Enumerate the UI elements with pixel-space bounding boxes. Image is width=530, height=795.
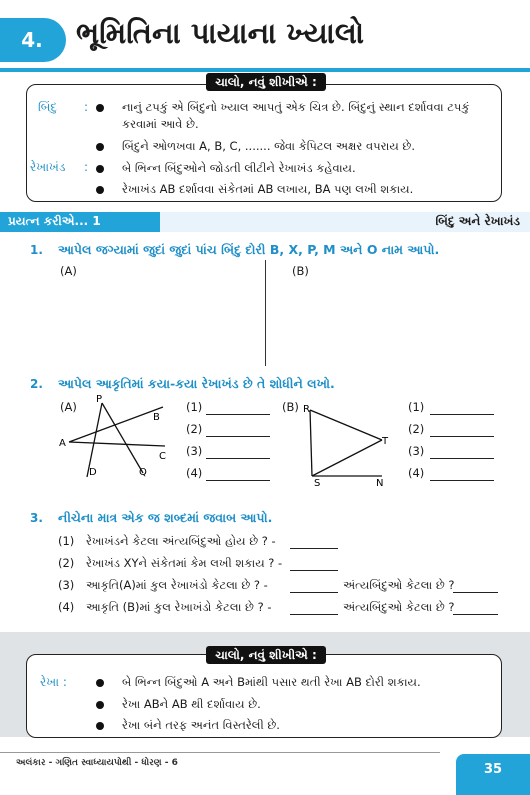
- q1-divider: [265, 260, 266, 366]
- segment-rs: [310, 410, 312, 476]
- q3-number: 3.: [30, 511, 43, 525]
- rekhakhand-label: રેખાખંડ: [30, 160, 66, 174]
- answer-blank[interactable]: [206, 457, 270, 459]
- rekha-text-2: રેખા ABને AB થી દર્શાવાય છે.: [122, 697, 261, 711]
- footer-rule: [0, 752, 440, 753]
- q3-item-2-text: રેખાખંડ XYને સંકેતમાં કેમ લખી શકાય ? -: [86, 556, 283, 570]
- blank-number: (3): [408, 444, 425, 458]
- q3-item-4-num: (4): [58, 600, 75, 614]
- answer-blank[interactable]: [290, 591, 338, 593]
- answer-blank[interactable]: [453, 613, 498, 615]
- bullet: [96, 701, 104, 709]
- bindu-text-1b: કરવામાં આવે છે.: [122, 117, 199, 131]
- blank-number: (1): [186, 400, 203, 414]
- q3-item-3-text: આકૃતિ(A)માં કુલ રેખાખંડો કેટલા છે ? -: [86, 578, 268, 592]
- answer-blank[interactable]: [206, 413, 270, 415]
- q1-label-a: (A): [60, 264, 77, 278]
- point-r: R: [303, 404, 310, 415]
- bullet: [96, 679, 104, 687]
- answer-blank[interactable]: [430, 413, 494, 415]
- learn-pill-2: ચાલો, નવું શીખીએ :: [206, 646, 326, 664]
- rekhakhand-text-2: રેખાખંડ AB દર્શાવવા સંકેતમાં AB લખાય, BA પણ લખી શકાય.: [122, 182, 414, 196]
- q2-number: 2.: [30, 377, 43, 391]
- point-a: A: [59, 438, 66, 449]
- answer-blank[interactable]: [430, 435, 494, 437]
- learn-pill-1: ચાલો, નવું શીખીએ :: [206, 73, 326, 91]
- point-t: T: [382, 436, 389, 447]
- segment-rt: [310, 410, 382, 440]
- answer-blank[interactable]: [453, 591, 498, 593]
- segment-pd: [87, 403, 102, 477]
- point-p: P: [96, 395, 103, 405]
- bullet: [96, 165, 104, 173]
- practice-topic: બિંદુ અને રેખાખંડ: [435, 214, 520, 228]
- answer-blank[interactable]: [206, 435, 270, 437]
- q3-item-4-text2: અંત્યબિંદુઓ કેટલા છે ?: [343, 600, 455, 614]
- rekha-label: રેખા :: [40, 675, 67, 689]
- blank-number: (3): [186, 444, 203, 458]
- bullet: [96, 104, 104, 112]
- rekhakhand-text-1: બે ભિન્ન બિંદુઓને જોડતી લીટીને રેખાખંડ કહેવાય.: [122, 161, 356, 175]
- q3-item-3-num: (3): [58, 578, 75, 592]
- segment-ab: [69, 407, 163, 442]
- answer-blank[interactable]: [290, 547, 338, 549]
- footer-text: અલંકાર - ગણિત સ્વાધ્યાયપોથી - ધોરણ - 6: [16, 758, 178, 768]
- q3-item-3-text2: અંત્યબિંદુઓ કેટલા છે ?: [343, 578, 455, 592]
- bindu-text-1a: નાનું ટપકું એ બિંદુનો ખ્યાલ આપતું એક ચિત્ર છે. બિંદુનું સ્થાન દર્શાવવા ટપકું: [122, 100, 470, 114]
- bindu-label: બિંદુ: [38, 100, 58, 114]
- figure-b: [300, 400, 390, 490]
- blank-number: (4): [408, 466, 425, 480]
- chapter-title: ભૂમિતિના પાયાના ખ્યાલો: [76, 16, 365, 50]
- chapter-number: 4.: [21, 28, 43, 52]
- header-rule: [0, 68, 530, 72]
- bullet: [96, 143, 104, 151]
- practice-title: પ્રયત્ન કરીએ... 1: [8, 214, 101, 228]
- point-s: S: [314, 478, 321, 489]
- q2-fig-a-label: (A): [60, 400, 77, 414]
- q3-item-2-num: (2): [58, 556, 75, 570]
- answer-blank[interactable]: [206, 479, 270, 481]
- point-d: D: [89, 467, 97, 478]
- point-b: B: [153, 412, 160, 423]
- q2-fig-b-label: (B): [282, 400, 299, 414]
- bindu-text-2: બિંદુને ઓળખવા A, B, C, ....... જેવા કેપિટલ અક્ષર વપરાય છે.: [122, 139, 415, 153]
- q3-item-1-text: રેખાખંડને કેટલા અંત્યબિંદુઓ હોય છે ? -: [86, 534, 276, 548]
- segment-ac: [69, 442, 165, 446]
- point-q: Q: [139, 467, 147, 478]
- segment-pq: [102, 403, 143, 473]
- q3-text: નીચેના માત્ર એક જ શબ્દમાં જવાબ આપો.: [58, 510, 273, 525]
- rekha-text-3: રેખા બંને તરફ અનંત વિસ્તરેલી છે.: [122, 718, 280, 732]
- blank-number: (1): [408, 400, 425, 414]
- q1-label-b: (B): [292, 264, 309, 278]
- blank-number: (4): [186, 466, 203, 480]
- bullet: [96, 722, 104, 730]
- segment-st: [312, 440, 382, 476]
- q2-text: આપેલ આકૃતિમાં કયા-કયા રેખાખંડ છે તે શોધીને લખો.: [58, 376, 335, 391]
- q3-item-1-num: (1): [58, 534, 75, 548]
- rekha-text-1: બે ભિન્ન બિંદુઓ A અને Bમાંથી પસાર થતી રેખા AB દોરી શકાય.: [122, 675, 421, 689]
- answer-blank[interactable]: [430, 457, 494, 459]
- point-c: C: [159, 451, 166, 462]
- figure-a: [55, 395, 190, 485]
- answer-blank[interactable]: [290, 613, 338, 615]
- answer-blank[interactable]: [430, 479, 494, 481]
- blank-number: (2): [408, 422, 425, 436]
- point-n: N: [376, 478, 384, 489]
- q1-text: આપેલ જગ્યામાં જુદાં જુદાં પાંચ બિંદુ દોરી B, X, P, M અને O નામ આપો.: [58, 242, 440, 257]
- answer-blank[interactable]: [290, 569, 338, 571]
- q1-number: 1.: [30, 243, 43, 257]
- page-number: 35: [483, 762, 503, 777]
- colon-2: :: [84, 160, 89, 174]
- q3-item-4-text: આકૃતિ (B)માં કુલ રેખાખંડો કેટલા છે ? -: [86, 600, 272, 614]
- blank-number: (2): [186, 422, 203, 436]
- bullet: [96, 186, 104, 194]
- colon-1: :: [84, 100, 89, 114]
